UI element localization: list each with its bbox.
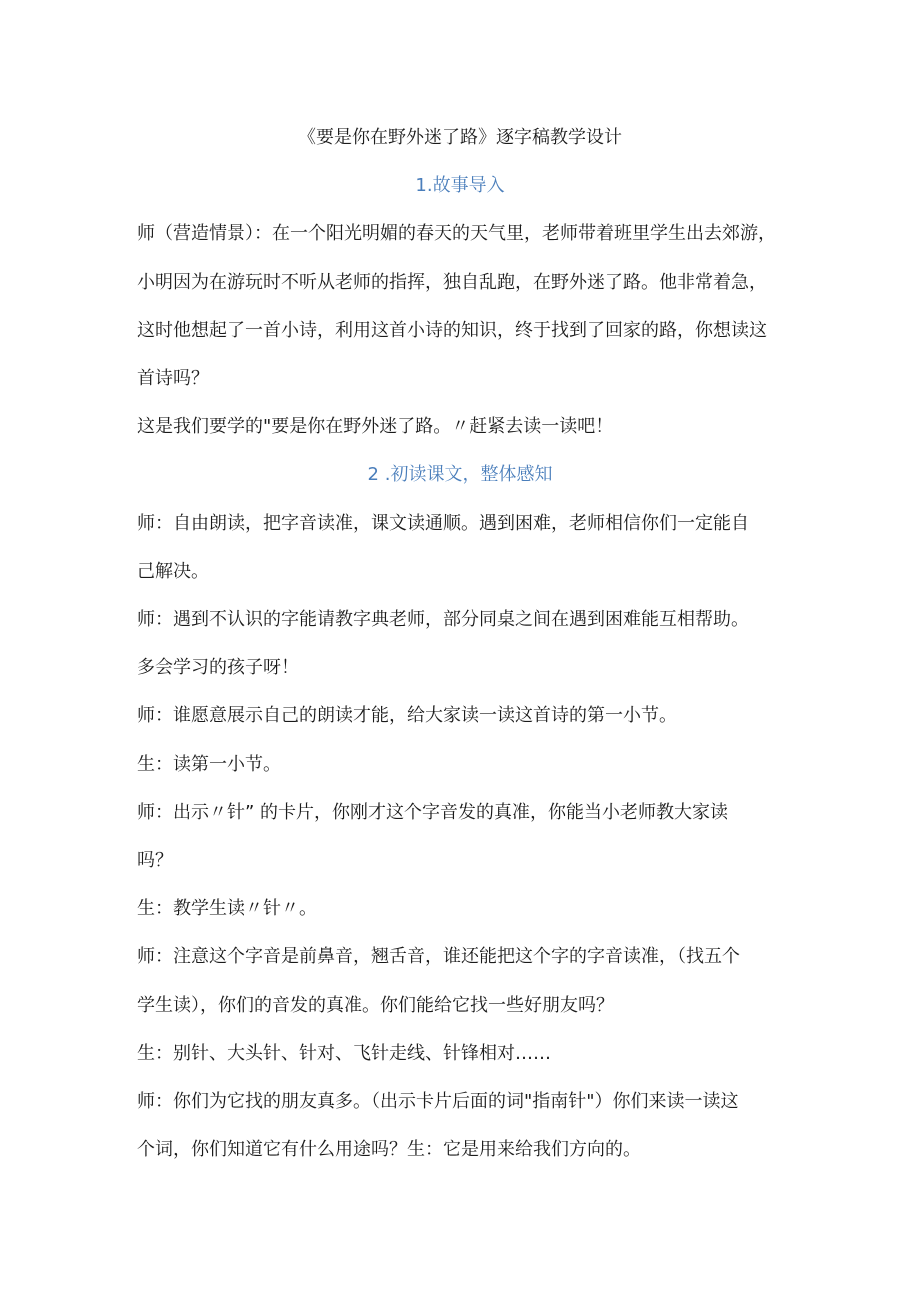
section-heading-story-intro: 1.故事导入 [415,175,505,196]
paragraph-line: 吗？ [137,850,173,871]
section-heading-first-reading: 2 .初读课文，整体感知 [367,464,553,485]
paragraph-line: 生：别针、大头针、针对、飞针走线、针锋相对…… [137,1043,551,1064]
paragraph-line: 师：自由朗读，把字音读准，课文读通顺。遇到困难，老师相信你们一定能自 [137,513,749,534]
paragraph-line: 多会学习的孩子呀！ [137,657,299,678]
paragraph-line: 学生读），你们的音发的真准。你们能给它找一些好朋友吗？ [137,995,614,1016]
paragraph-line: 个词，你们知道它有什么用途吗？生：它是用来给我们方向的。 [137,1139,641,1160]
paragraph-line: 师：谁愿意展示自己的朗读才能，给大家读一读这首诗的第一小节。 [137,705,677,726]
paragraph-line: 首诗吗？ [137,368,209,389]
paragraph-line: 生：教学生读〃针〃。 [137,898,317,919]
paragraph-line: 生：读第一小节。 [137,754,281,775]
paragraph-line: 师：出示〃针” 的卡片，你刚才这个字音发的真准，你能当小老师教大家读 [137,802,729,823]
paragraph-line: 小明因为在游玩时不听从老师的指挥，独自乱跑，在野外迷了路。他非常着急， [137,272,767,293]
paragraph-line: 己解决。 [137,561,209,582]
paragraph-line: 师（营造情景）：在一个阳光明媚的春天的天气里，老师带着班里学生出去郊游， [137,223,776,244]
paragraph-line: 师：遇到不认识的字能请教字典老师，部分同桌之间在遇到困难能互相帮助。 [137,609,749,630]
document-title: 《要是你在野外迷了路》逐字稿教学设计 [298,127,622,148]
paragraph-line: 师：注意这个字音是前鼻音，翘舌音，谁还能把这个字的字音读准，（找五个 [137,946,740,967]
paragraph-line: 这时他想起了一首小诗，利用这首小诗的知识，终于找到了回家的路，你想读这 [137,320,767,341]
paragraph-line: 这是我们要学的"要是你在野外迷了路。〃赶紧去读一读吧！ [137,416,614,437]
paragraph-line: 师：你们为它找的朋友真多。（出示卡片后面的词"指南针"）你们来读一读这 [137,1091,739,1112]
